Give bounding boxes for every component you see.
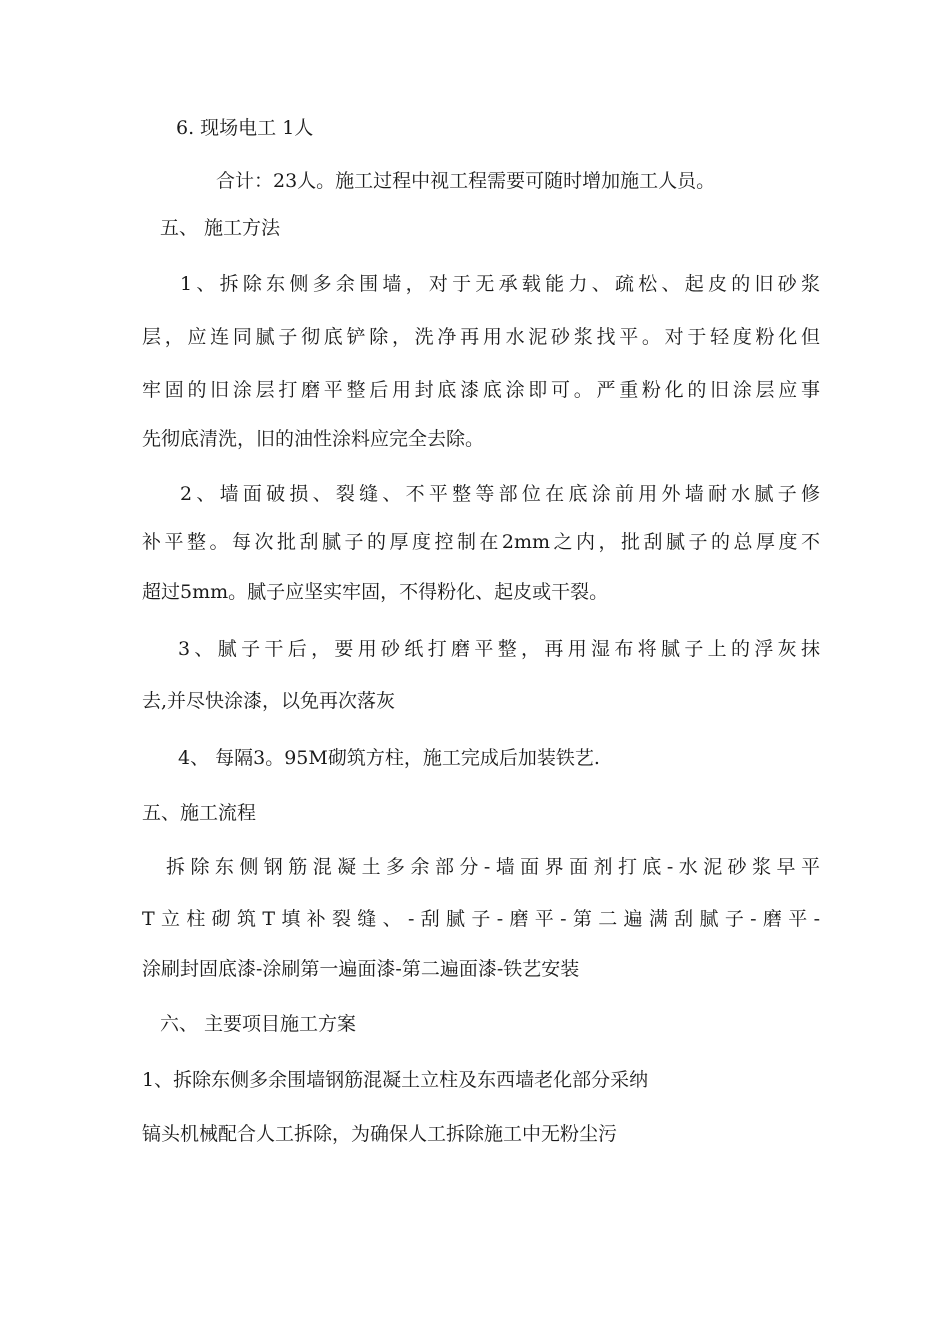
process-line-1: 拆除东侧钢筋混凝土多余部分-墙面界面剂打底-水泥砂浆早平 bbox=[166, 856, 820, 878]
section-heading-main-project-plan: 六、 主要项目施工方案 bbox=[160, 1013, 357, 1035]
paragraph-2-line-3: 超过5mm。腻子应坚实牢固，不得粉化、起皮或干裂。 bbox=[142, 581, 609, 603]
section-heading-construction-method: 五、 施工方法 bbox=[160, 217, 281, 239]
paragraph-3-line-2: 去,并尽快涂漆，以免再次落灰 bbox=[142, 690, 396, 712]
list-item-electrician: 6. 现场电工 1人 bbox=[176, 117, 314, 139]
total-staff-line: 合计：23人。施工过程中视工程需要可随时增加施工人员。 bbox=[216, 170, 716, 192]
plan-item-1-line-2: 镐头机械配合人工拆除，为确保人工拆除施工中无粉尘污 bbox=[142, 1123, 618, 1145]
plan-item-1-line-1: 1、拆除东侧多余围墙钢筋混凝土立柱及东西墙老化部分采纳 bbox=[142, 1069, 649, 1091]
paragraph-1-line-4: 先彻底清洗，旧的油性涂料应完全去除。 bbox=[142, 428, 485, 450]
paragraph-4: 4、 每隔3。95M砌筑方柱，施工完成后加装铁艺. bbox=[178, 747, 600, 769]
process-line-3: 涂刷封固底漆-涂刷第一遍面漆-第二遍面漆-铁艺安装 bbox=[142, 958, 580, 980]
process-line-2: T立柱砌筑T填补裂缝、-刮腻子-磨平-第二遍满刮腻子-磨平- bbox=[142, 908, 820, 930]
paragraph-3-line-1: 3、腻子干后，要用砂纸打磨平整，再用湿布将腻子上的浮灰抹 bbox=[178, 638, 820, 660]
paragraph-1-line-1: 1、拆除东侧多余围墙，对于无承载能力、疏松、起皮的旧砂浆 bbox=[180, 273, 820, 295]
paragraph-2-line-2: 补平整。每次批刮腻子的厚度控制在2mm之内，批刮腻子的总厚度不 bbox=[142, 531, 820, 553]
paragraph-1-line-3: 牢固的旧涂层打磨平整后用封底漆底涂即可。严重粉化的旧涂层应事 bbox=[142, 379, 820, 401]
paragraph-2-line-1: 2、墙面破损、裂缝、不平整等部位在底涂前用外墙耐水腻子修 bbox=[180, 483, 820, 505]
paragraph-1-line-2: 层，应连同腻子彻底铲除，洗净再用水泥砂浆找平。对于轻度粉化但 bbox=[142, 326, 820, 348]
section-heading-construction-process: 五、施工流程 bbox=[142, 802, 257, 824]
